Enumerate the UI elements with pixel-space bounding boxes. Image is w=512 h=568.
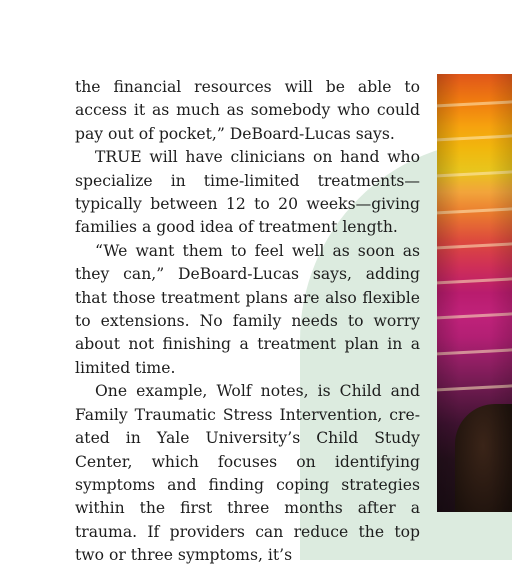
paragraph: the financial resources will be able to access it as much as somebody who could pay out of pocket,” DeBoard-Lucas says. xyxy=(75,78,420,143)
colorful-photo-image xyxy=(437,74,512,512)
paragraph: One example, Wolf notes, is Child and Family Traumatic Stress Intervention, created in Yale University’s Child Study Center, which focuses on identifying symptoms and finding coping strategies within the first three months after a trauma. If providers can reduce the top two or three symptoms, it’s xyxy=(75,382,420,565)
article-body xyxy=(75,76,420,568)
paragraph: “We want them to feel well as soon as they can,” DeBoard-Lucas says, adding that those treatment plans are also flexible to extensions. No family needs to worry about not finishing a treatment plan in a limited time. xyxy=(75,241,420,377)
paragraph: TRUE will have clinicians on hand who specialize in time-limited treatments—typically between 12 to 20 weeks—giving families a good idea of treatment length. xyxy=(75,148,420,237)
